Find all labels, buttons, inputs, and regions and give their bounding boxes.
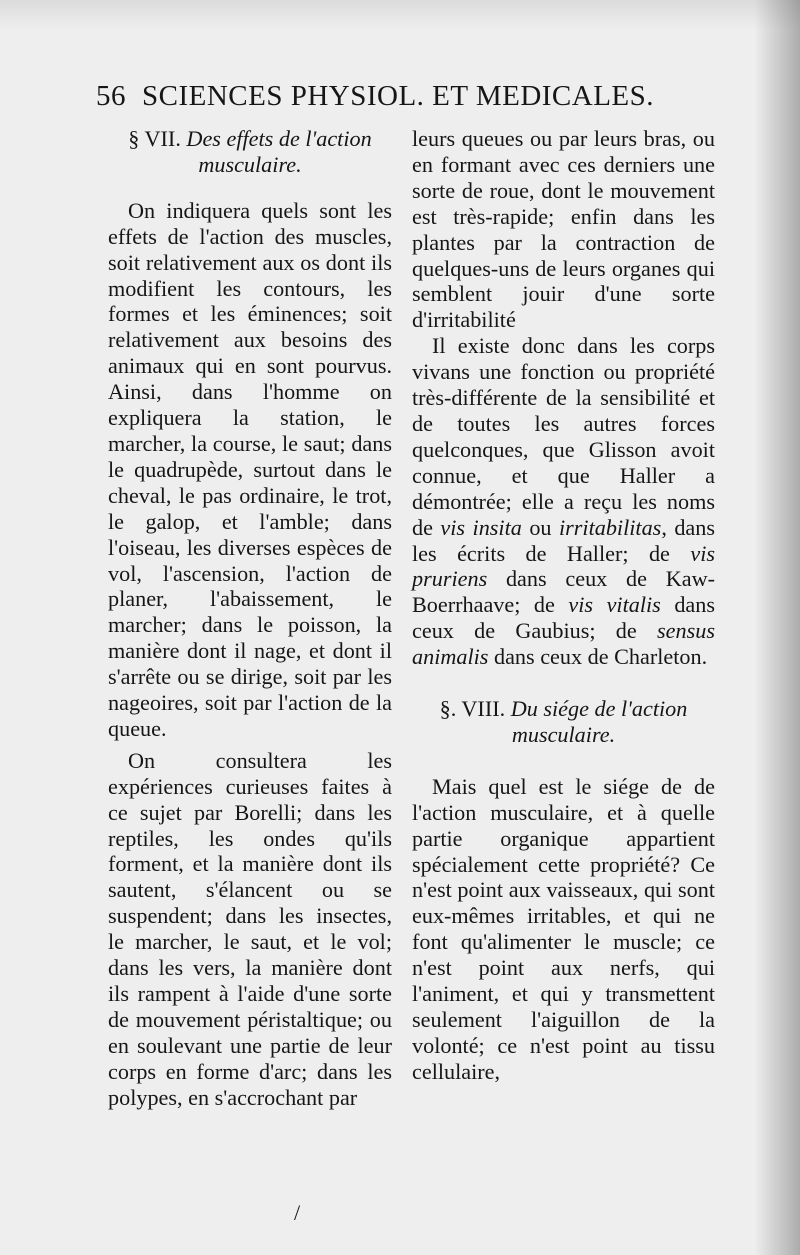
section-mark: § VII. xyxy=(128,126,181,151)
text-run: dans ceux de Kaw-Boerrhaave; de xyxy=(412,566,715,618)
paragraph: On consultera les expériences curieuses faites à ce sujet par Borelli; dans les reptiles, les ondes qu'ils forment, et la manière dont ils sautent, s'élancent ou se suspendent; dans les insectes, le marcher, le saut, et le vol; dans les vers, la manière dont ils rampent à l'aide d'une sorte de mouvement péristaltique; ou en soulevant une partie de leur corps en forme d'arc; dans les polypes, en s'accrochant par xyxy=(108,747,392,1110)
right-column xyxy=(412,126,715,1085)
section-heading-vii xyxy=(108,126,392,178)
paragraph: On indiquera quels sont les effets de l'action des muscles, soit relativement aux os dont ils modifient les contours, les formes et les éminences; soit relativement aux besoins des animaux qui en sont pourvus. Ainsi, dans l'homme on expliquera la station, le marcher, la course, le saut; dans le quadrupède, surtout dans le cheval, le pas ordinaire, le trot, le galop, et l'amble; dans l'oiseau, les diverses espèces de vol, l'ascension, l'action de planer, l'abaissement, le marcher; dans le poisson, la manière dont il nage, et dont il s'arrête ou se dirige, soit par les nageoires, soit par l'action de la queue. xyxy=(108,197,392,741)
section-mark: §. VIII. xyxy=(439,696,506,722)
paragraph: Mais quel est le siége de de l'action musculaire, et à quelle partie organique appartient spécialement cette propriété? Ce n'est point aux vaisseaux, qui sont eux-mêmes irritables, et qui ne font qu'alimenter le muscle; ce n'est point aux nerfs, qui l'animent, et qui y transmettent seulement l'aiguillon de la volonté; ce n'est point au tissu cellulaire, xyxy=(412,773,715,1084)
text-run: dans ceux de Charleton. xyxy=(488,644,708,670)
text-run: dans ceux de Gaubius; de xyxy=(412,592,716,644)
text-run: Il existe donc dans les corps vivans une fonction ou propriété très-différente de la sensibilité et de toutes les autres forces quelconques, que Glisson avoit connue, et que Haller a démontrée; elle a reçu les noms de xyxy=(412,333,715,540)
latin-term: vis pruriens xyxy=(412,540,715,592)
signature-mark: / xyxy=(294,1200,301,1225)
paragraph-continuation: leurs queues ou par leurs bras, ou en formant avec ces derniers une sorte de roue, dont le mouvement est très-rapide; enfin dans les plantes par la contraction de quelques-uns de leurs organes qui semblent jouir d'une sorte d'irritabilité xyxy=(412,126,715,333)
text-run: ou xyxy=(521,514,559,540)
latin-term: vis insita xyxy=(440,514,522,540)
running-head xyxy=(96,80,676,113)
text-run: , dans les écrits de Haller; de xyxy=(412,514,716,566)
paragraph xyxy=(412,333,715,670)
section-title-line: Des effets de l'action xyxy=(186,126,372,151)
section-title-line: musculaire. xyxy=(511,721,616,747)
left-column xyxy=(108,126,392,1111)
page-top-shadow xyxy=(0,0,800,30)
latin-term: vis vitalis xyxy=(568,592,661,618)
section-title-line: Du siége de l'action xyxy=(510,696,688,722)
latin-term: sensus animalis xyxy=(412,618,715,670)
page-number: 56 xyxy=(96,80,126,112)
section-title-line: musculaire. xyxy=(198,151,302,177)
running-title: SCIENCES PHYSIOL. ET MEDICALES. xyxy=(142,80,655,112)
latin-term: irritabilitas xyxy=(558,514,662,540)
page-gutter-shadow xyxy=(754,0,800,1255)
section-heading-viii xyxy=(412,696,715,748)
